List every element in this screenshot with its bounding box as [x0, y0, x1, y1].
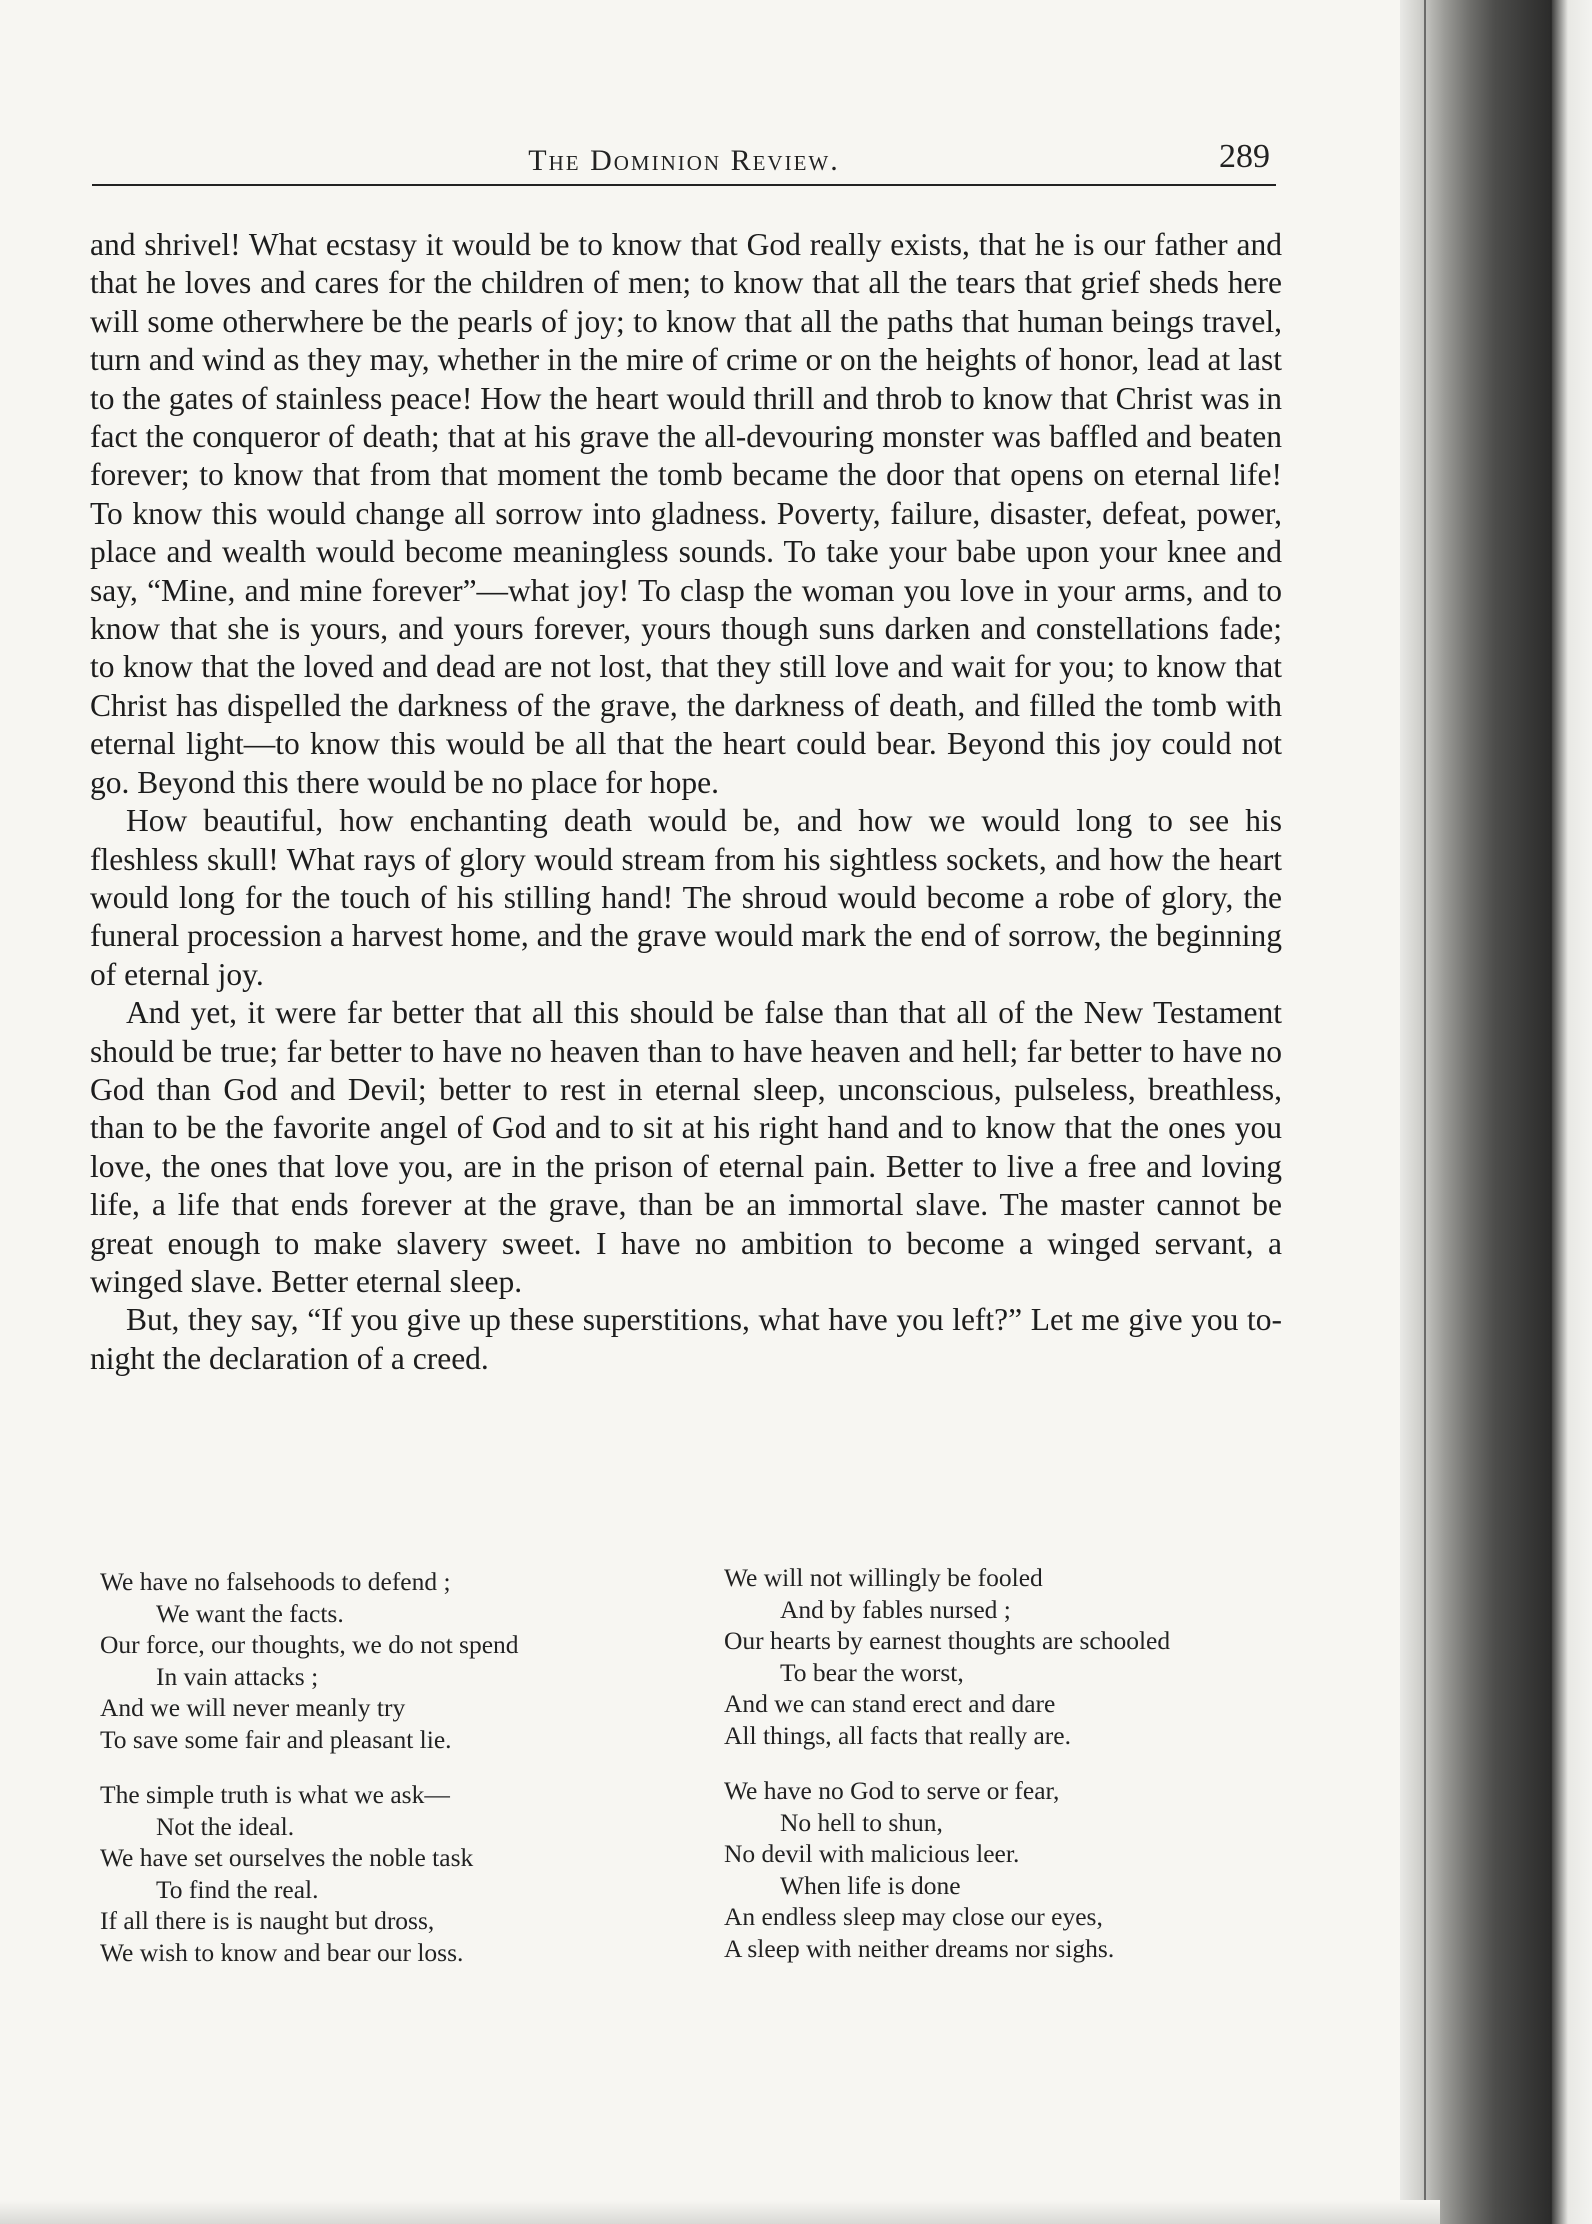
verse-line: We have no falsehoods to defend ; — [100, 1567, 451, 1596]
verse-line: When life is done — [780, 1870, 961, 1900]
prose-body — [90, 226, 1282, 1378]
verse-line: And by fables nursed ; — [780, 1594, 1011, 1624]
verse-stanza — [724, 1562, 1344, 1751]
verse-line: No hell to shun, — [780, 1807, 943, 1837]
verse-line: We will not willingly be fooled — [724, 1563, 1043, 1592]
running-header — [92, 138, 1276, 186]
creed-verse-left-column — [100, 1566, 700, 1992]
verse-line: And we will never meanly try — [100, 1693, 406, 1722]
binding-line — [1550, 0, 1552, 2224]
binding-line — [1424, 0, 1426, 2224]
verse-line: We have no God to serve or fear, — [724, 1776, 1060, 1805]
page-number: 289 — [1219, 138, 1270, 175]
verse-line: If all there is is naught but dross, — [100, 1906, 435, 1935]
verse-line: Our hearts by earnest thoughts are schooled — [724, 1626, 1171, 1655]
verse-line: Not the ideal. — [156, 1811, 295, 1841]
verse-stanza — [100, 1566, 700, 1755]
paragraph: How beautiful, how enchanting death would be, and how we would long to see his fleshless skull! What rays of glory would stream from his sightless sockets, and how the heart would long for the touch of his stilling hand! The shroud would become a robe of glory, the funeral procession a harvest home, and the grave would mark the end of sorrow, the beginning of eternal joy. — [90, 803, 1282, 992]
verse-line: No devil with malicious leer. — [724, 1839, 1020, 1868]
verse-line: An endless sleep may close our eyes, — [724, 1902, 1103, 1931]
verse-line: To find the real. — [156, 1874, 319, 1904]
creed-verse-right-column — [724, 1562, 1344, 1988]
paragraph: and shrivel! What ecstasy it would be to know that God really exists, that he is our father and that he loves and cares for the children of men; to know that all the tears that grief sheds here will some otherwhere be the pearls of joy; to know that all the paths that human beings travel, turn and wind as they may, whether in the mire of crime or on the heights of honor, lead at last to the gates of stainless peace! How the heart would thrill and throb to know that Christ was in fact the conqueror of death; that at his grave the all-devouring monster was baffled and beaten forever; to know that from that moment the tomb became the door that opens on eternal life! To know this would change all sorrow into gladness. Poverty, failure, disaster, defeat, power, place and wealth would become meaningless sounds. To take your babe upon your knee and say, “Mine, and mine forever”—what joy! To clasp the woman you love in your arms, and to know that she is yours, and yours forever, yours though suns darken and constellations fade; to know that the loved and dead are not lost, that they still love and wait for you; to know that Christ has dispelled the darkness of the grave, the darkness of death, and filled the tomb with eternal light—to know this would be all that the heart could bear. Beyond this joy could not go. Beyond this there would be no place for hope. — [90, 227, 1282, 800]
verse-line: We wish to know and bear our loss. — [100, 1937, 464, 1967]
verse-line: We want the facts. — [156, 1598, 344, 1628]
book-binding-edge — [1400, 0, 1592, 2224]
verse-line: A sleep with neither dreams nor sighs. — [724, 1933, 1115, 1963]
verse-line: And we can stand erect and dare — [724, 1689, 1056, 1718]
verse-stanza — [100, 1779, 700, 1968]
verse-line: All things, all facts that really are. — [724, 1720, 1071, 1750]
verse-stanza — [724, 1775, 1344, 1964]
verse-line: To save some fair and pleasant lie. — [100, 1724, 452, 1754]
verse-line: The simple truth is what we ask— — [100, 1780, 450, 1809]
verse-line: In vain attacks ; — [156, 1661, 319, 1691]
paragraph: But, they say, “If you give up these superstitions, what have you left?” Let me give you to-night the declaration of a creed. — [90, 1302, 1282, 1376]
page-bottom-shadow — [0, 2200, 1440, 2224]
verse-line: We have set ourselves the noble task — [100, 1843, 474, 1872]
verse-line: To bear the worst, — [780, 1657, 964, 1687]
paragraph: And yet, it were far better that all this should be false than that all of the New Testament should be true; far better to have no heaven than to have heaven and hell; far better to have no God than God and Devil; better to rest in eternal sleep, unconscious, pulseless, breathless, than to be the favorite angel of God and to sit at his right hand and to know that the ones you love, the ones that love you, are in the prison of eternal pain. Better to live a free and loving life, a life that ends forever at the grave, than be an immortal slave. The master cannot be great enough to make slavery sweet. I have no ambition to become a winged servant, a winged slave. Better eternal sleep. — [90, 995, 1282, 1299]
verse-line: Our force, our thoughts, we do not spend — [100, 1630, 519, 1659]
journal-title: The Dominion Review. — [528, 144, 840, 177]
